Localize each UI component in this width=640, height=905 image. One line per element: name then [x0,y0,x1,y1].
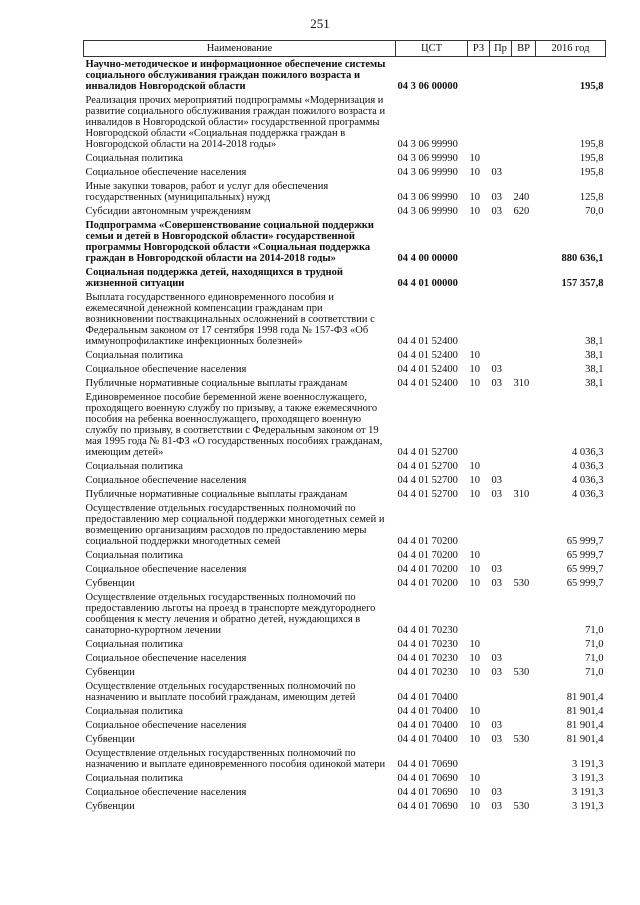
row-rz: 10 [469,153,480,164]
row-code: 04 4 01 70200 [397,564,458,575]
table-row [84,93,606,151]
table-body [84,57,606,814]
row-vr [512,218,536,265]
row-pr [490,548,512,562]
table-row [84,562,606,576]
row-name: Социальное обеспечение населения [85,653,247,664]
row-rz [468,93,490,151]
row-rz: 10 [469,167,480,178]
header-pr: Пр [490,41,512,57]
row-rz [468,218,490,265]
row-vr [512,771,536,785]
row-rz: 10 [469,801,480,812]
row-pr [490,590,512,637]
row-code: 04 4 01 70690 [397,773,458,784]
table-row [84,179,606,204]
table-row [84,799,606,813]
row-name: Выплата государственного единовременного пособия и ежемесячной денежной компенсации гражданам при возникновении поствакцинальных осложнений в соответствии с Федеральным законом от 17 сентября 1998 года № 157-ФЗ «Об иммунопрофилактике инфекционных болезней» [85,292,375,347]
row-name: Публичные нормативные социальные выплаты гражданам [85,489,348,500]
row-code: 04 4 01 52400 [397,336,458,347]
row-code: 04 4 00 00000 [397,253,458,264]
row-rz: 10 [469,667,480,678]
table-row [84,704,606,718]
row-pr [490,93,512,151]
table-row [84,204,606,218]
row-vr [512,746,536,771]
row-amount: 38,1 [585,350,604,361]
row-pr: 03 [491,489,502,500]
row-pr [490,704,512,718]
row-vr [512,637,536,651]
row-code: 04 4 01 52700 [397,447,458,458]
row-rz [468,590,490,637]
table-row [84,576,606,590]
row-amount: 71,0 [585,653,604,664]
row-amount: 195,8 [579,167,604,178]
row-pr: 03 [491,167,502,178]
row-amount: 3 191,3 [572,801,604,812]
row-code: 04 4 01 70200 [397,550,458,561]
row-name: Социальная политика [85,639,183,650]
row-pr: 03 [491,475,502,486]
row-rz: 10 [469,350,480,361]
row-vr [512,651,536,665]
row-pr: 03 [491,667,502,678]
row-pr: 03 [491,206,502,217]
row-pr [490,57,512,94]
row-code: 04 4 01 52400 [397,378,458,389]
row-amount: 81 901,4 [566,692,604,703]
row-rz [468,290,490,348]
row-amount: 4 036,3 [572,461,604,472]
table-row [84,57,606,94]
row-amount: 125,8 [579,192,604,203]
row-vr: 530 [513,578,530,589]
row-name: Субвенции [85,734,135,745]
row-name: Субвенции [85,578,135,589]
row-code: 04 3 06 99990 [397,206,458,217]
row-pr [490,771,512,785]
row-rz: 10 [469,192,480,203]
row-name: Осуществление отдельных государственных полномочий по предоставлению мер социальной поддержки многодетных семей и возмещению организациям расходов по предоставлению меры социальной поддержки многодетных семей [85,503,385,547]
table-row [84,218,606,265]
row-amount: 71,0 [585,639,604,650]
row-vr [512,718,536,732]
row-rz: 10 [469,489,480,500]
row-vr [512,57,536,94]
row-rz: 10 [469,206,480,217]
row-rz: 10 [469,550,480,561]
row-pr: 03 [491,720,502,731]
row-name: Научно-методическое и информационное обеспечение системы социального обслуживания граждан пожилого возраста и инвалидов Новгородской области [85,59,386,92]
row-rz [468,679,490,704]
table-row [84,290,606,348]
row-amount: 65 999,7 [566,564,604,575]
row-rz [468,265,490,290]
row-amount: 38,1 [585,336,604,347]
row-pr: 03 [491,801,502,812]
row-pr [490,459,512,473]
row-vr [512,165,536,179]
row-rz: 10 [469,564,480,575]
table-row [84,637,606,651]
row-vr [512,348,536,362]
table-row [84,459,606,473]
row-amount: 70,0 [585,206,604,217]
row-code: 04 4 01 70200 [397,578,458,589]
budget-table [83,40,606,813]
row-rz: 10 [469,475,480,486]
row-amount: 880 636,1 [561,253,604,264]
table-row [84,679,606,704]
row-name: Осуществление отдельных государственных полномочий по назначению и выплате единовременного пособия одинокой матери [85,748,386,770]
row-rz: 10 [469,706,480,717]
row-pr [490,637,512,651]
row-rz [468,390,490,459]
row-amount: 38,1 [585,378,604,389]
row-code: 04 4 01 70230 [397,667,458,678]
row-name: Публичные нормативные социальные выплаты гражданам [85,378,348,389]
row-name: Социальное обеспечение населения [85,564,247,575]
row-pr [490,679,512,704]
row-vr [512,704,536,718]
row-rz: 10 [469,364,480,375]
row-rz [468,57,490,94]
header-code: ЦСТ [396,41,468,57]
row-rz: 10 [469,653,480,664]
row-pr: 03 [491,378,502,389]
row-name: Социальная политика [85,461,183,472]
row-name: Осуществление отдельных государственных полномочий по предоставлению льготы на проезд в транспорте междугороднего сообщения к месту лечения и обратно детей, нуждающихся в санаторно-курортном лечении [85,592,376,636]
row-vr [512,548,536,562]
row-code: 04 4 01 00000 [397,278,458,289]
header-vr: ВР [512,41,536,57]
table-row [84,348,606,362]
row-vr: 530 [513,734,530,745]
row-vr [512,590,536,637]
row-name: Подпрограмма «Совершенствование социальной поддержки семьи и детей в Новгородской области» государственной программы Новгородской области «Социальная поддержка граждан в Новгородской области на 2014-2018 годы» [85,220,374,264]
row-code: 04 3 06 00000 [397,81,458,92]
row-amount: 81 901,4 [566,706,604,717]
header-name: Наименование [84,41,396,57]
table-row [84,487,606,501]
row-code: 04 4 01 52700 [397,475,458,486]
table-row [84,590,606,637]
row-pr [490,218,512,265]
row-rz: 10 [469,378,480,389]
row-code: 04 4 01 70230 [397,653,458,664]
table-header [84,41,606,57]
table-row [84,390,606,459]
page-number: 251 [310,16,330,31]
row-name: Иные закупки товаров, работ и услуг для обеспечения государственных (муниципальных) нужд [85,181,329,203]
row-vr [512,473,536,487]
row-amount: 81 901,4 [566,720,604,731]
row-name: Социальная политика [85,706,183,717]
row-amount: 3 191,3 [572,773,604,784]
row-code: 04 3 06 99990 [397,167,458,178]
header-amount: 2016 год [536,41,606,57]
row-name: Социальное обеспечение населения [85,167,247,178]
row-code: 04 4 01 70200 [397,536,458,547]
row-vr: 530 [513,667,530,678]
row-vr: 310 [513,378,530,389]
row-vr [512,562,536,576]
table-row [84,165,606,179]
row-pr [490,151,512,165]
row-vr [512,93,536,151]
row-rz [468,501,490,548]
row-pr [490,746,512,771]
table-row [84,151,606,165]
row-amount: 65 999,7 [566,550,604,561]
row-code: 04 3 06 99990 [397,139,458,150]
row-rz: 10 [469,461,480,472]
row-code: 04 4 01 70690 [397,759,458,770]
row-name: Единовременное пособие беременной жене военнослужащего, проходящего военную службу по призыву, а также ежемесячного пособия на ребенка военнослужащего, проходящего военную службу по призыву, в соответствии с Федеральным законом от 19 мая 1995 года № 81-ФЗ «О государственных пособиях гражданам, имеющим детей» [85,392,383,458]
row-vr: 530 [513,801,530,812]
row-vr: 620 [513,206,530,217]
row-pr [490,348,512,362]
row-amount: 195,8 [579,153,604,164]
row-code: 04 4 01 70690 [397,787,458,798]
row-pr [490,290,512,348]
table-row [84,785,606,799]
row-code: 04 4 01 70690 [397,801,458,812]
row-vr: 240 [513,192,530,203]
row-code: 04 3 06 99990 [397,153,458,164]
row-name: Субвенции [85,801,135,812]
row-code: 04 3 06 99990 [397,192,458,203]
row-rz: 10 [469,639,480,650]
row-pr [490,501,512,548]
row-name: Субвенции [85,667,135,678]
row-vr [512,679,536,704]
row-amount: 65 999,7 [566,536,604,547]
row-name: Социальная политика [85,550,183,561]
row-vr [512,785,536,799]
row-rz: 10 [469,787,480,798]
row-code: 04 4 01 52400 [397,364,458,375]
row-code: 04 4 01 70230 [397,639,458,650]
row-pr: 03 [491,364,502,375]
table-row [84,665,606,679]
table-row [84,771,606,785]
row-pr: 03 [491,734,502,745]
row-name: Социальная политика [85,153,183,164]
row-name: Субсидии автономным учреждениям [85,206,251,217]
row-name: Осуществление отдельных государственных полномочий по назначению и выплате пособий гражданам, имеющим детей [85,681,356,703]
row-amount: 195,8 [579,139,604,150]
row-code: 04 4 01 52400 [397,350,458,361]
row-pr [490,390,512,459]
row-name: Социальная поддержка детей, находящихся в трудной жизненной ситуации [85,267,343,289]
table-row [84,651,606,665]
table-row [84,473,606,487]
row-amount: 157 357,8 [561,278,604,289]
table-row [84,746,606,771]
row-rz: 10 [469,773,480,784]
row-amount: 71,0 [585,667,604,678]
row-amount: 3 191,3 [572,759,604,770]
row-amount: 38,1 [585,364,604,375]
table-row [84,376,606,390]
row-vr [512,265,536,290]
row-pr [490,265,512,290]
row-code: 04 4 01 70400 [397,692,458,703]
row-name: Социальное обеспечение населения [85,720,247,731]
row-pr: 03 [491,653,502,664]
row-amount: 195,8 [579,81,604,92]
row-vr [512,501,536,548]
row-name: Социальная политика [85,773,183,784]
row-code: 04 4 01 70230 [397,625,458,636]
row-rz: 10 [469,720,480,731]
row-amount: 3 191,3 [572,787,604,798]
row-vr [512,362,536,376]
table-row [84,732,606,746]
table-row [84,501,606,548]
row-name: Реализация прочих мероприятий подпрограммы «Модернизация и развитие социального обслуживания граждан пожилого возраста и инвалидов в Новгородской области» государственной программы Новгородской области «Социальная поддержка граждан в Новгородской области на 2014-2018 годы» [85,95,386,150]
row-amount: 4 036,3 [572,475,604,486]
row-name: Социальное обеспечение населения [85,364,247,375]
row-pr: 03 [491,192,502,203]
row-pr: 03 [491,787,502,798]
row-code: 04 4 01 52700 [397,489,458,500]
row-amount: 4 036,3 [572,447,604,458]
row-rz: 10 [469,734,480,745]
table-row [84,548,606,562]
row-amount: 81 901,4 [566,734,604,745]
row-name: Социальное обеспечение населения [85,475,247,486]
row-amount: 4 036,3 [572,489,604,500]
table-row [84,362,606,376]
row-name: Социальное обеспечение населения [85,787,247,798]
row-vr: 310 [513,489,530,500]
row-amount: 71,0 [585,625,604,636]
row-rz: 10 [469,578,480,589]
row-code: 04 4 01 52700 [397,461,458,472]
row-vr [512,390,536,459]
row-code: 04 4 01 70400 [397,734,458,745]
table-row [84,718,606,732]
row-pr: 03 [491,564,502,575]
table-row [84,265,606,290]
row-amount: 65 999,7 [566,578,604,589]
row-name: Социальная политика [85,350,183,361]
row-pr: 03 [491,578,502,589]
header-rz: РЗ [468,41,490,57]
row-vr [512,290,536,348]
row-vr [512,459,536,473]
row-vr [512,151,536,165]
row-rz [468,746,490,771]
row-code: 04 4 01 70400 [397,706,458,717]
row-code: 04 4 01 70400 [397,720,458,731]
